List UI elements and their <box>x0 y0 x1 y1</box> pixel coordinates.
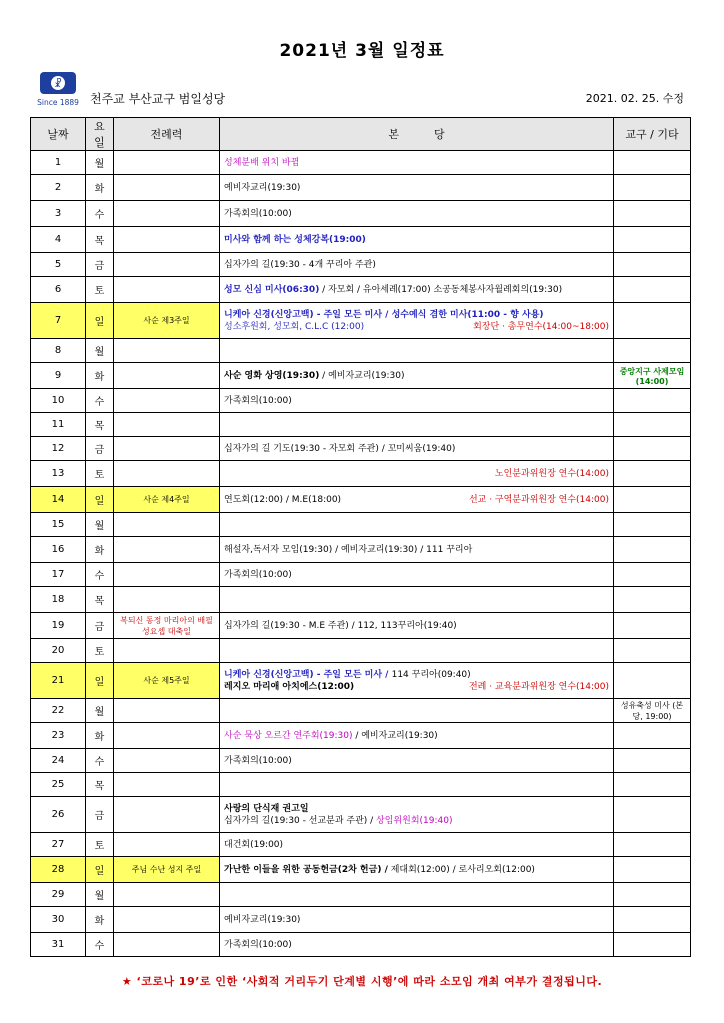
event-line <box>224 321 609 333</box>
other-cell <box>614 413 691 437</box>
other-cell <box>614 907 691 933</box>
weekday-cell: 토 <box>86 277 114 303</box>
event-text: 가족회의(10:00) <box>224 395 292 406</box>
table-row <box>31 833 691 857</box>
other-cell <box>614 613 691 639</box>
liturgy-cell <box>114 749 220 773</box>
parish-name: 천주교 부산교구 범일성당 <box>90 92 226 106</box>
table-row <box>31 857 691 883</box>
day-cell: 6 <box>31 277 86 303</box>
weekday-cell: 수 <box>86 749 114 773</box>
event-text: 가족회의(10:00) <box>224 569 292 580</box>
other-cell <box>614 339 691 363</box>
page-title: 2021년 3월 일정표 <box>279 41 445 61</box>
other-cell <box>614 253 691 277</box>
table-row <box>31 663 691 699</box>
other-cell: 성유축성 미사 (본당, 19:00) <box>614 699 691 723</box>
event-text: 십자가의 길(19:30 - M.E 주관) / 112, 113꾸리아(19:40) <box>224 620 457 631</box>
other-cell <box>614 513 691 537</box>
main-cell <box>220 639 614 663</box>
weekday-cell: 목 <box>86 773 114 797</box>
day-cell: 16 <box>31 537 86 563</box>
weekday-cell: 수 <box>86 201 114 227</box>
other-cell <box>614 857 691 883</box>
liturgy-cell <box>114 389 220 413</box>
event-text: 해설자,독서자 모임(19:30) / 예비자교리(19:30) / 111 꾸리아 <box>224 544 473 555</box>
header-day: 날짜 <box>31 118 86 151</box>
liturgy-cell: 사순 제3주일 <box>114 303 220 339</box>
event-line <box>224 443 609 455</box>
day-cell: 9 <box>31 363 86 389</box>
day-cell: 15 <box>31 513 86 537</box>
header-main: 본 당 <box>220 118 614 151</box>
event-text: 가족회의(10:00) <box>224 208 292 219</box>
other-cell <box>614 487 691 513</box>
liturgy-cell: 주님 수난 성지 주일 <box>114 857 220 883</box>
liturgy-cell <box>114 339 220 363</box>
main-cell <box>220 933 614 957</box>
main-cell <box>220 699 614 723</box>
table-row <box>31 563 691 587</box>
table-row <box>31 389 691 413</box>
table-row <box>31 907 691 933</box>
weekday-cell: 토 <box>86 833 114 857</box>
table-row <box>31 277 691 303</box>
event-text: / 예비자교리(19:30) <box>319 370 405 381</box>
other-cell <box>614 227 691 253</box>
liturgy-cell <box>114 227 220 253</box>
table-row <box>31 303 691 339</box>
main-cell <box>220 587 614 613</box>
event-line <box>224 395 609 407</box>
table-row <box>31 253 691 277</box>
weekday-cell: 수 <box>86 389 114 413</box>
weekday-cell: 토 <box>86 639 114 663</box>
day-cell: 24 <box>31 749 86 773</box>
main-cell <box>220 413 614 437</box>
table-row <box>31 749 691 773</box>
event-text: 예비자교리(19:30) <box>224 914 301 925</box>
liturgy-cell <box>114 699 220 723</box>
day-cell: 10 <box>31 389 86 413</box>
liturgy-cell <box>114 461 220 487</box>
day-cell: 4 <box>31 227 86 253</box>
weekday-cell: 금 <box>86 253 114 277</box>
table-row <box>31 537 691 563</box>
other-cell: 중앙지구 사제모임 (14:00) <box>614 363 691 389</box>
weekday-cell: 화 <box>86 907 114 933</box>
main-cell <box>220 513 614 537</box>
other-cell <box>614 563 691 587</box>
day-cell: 2 <box>31 175 86 201</box>
event-line <box>224 569 609 581</box>
main-cell <box>220 857 614 883</box>
header-weekday: 요일 <box>86 118 114 151</box>
svg-text:☧: ☧ <box>54 79 62 90</box>
other-cell <box>614 639 691 663</box>
event-text: 대건회(19:00) <box>224 839 284 850</box>
main-cell <box>220 907 614 933</box>
liturgy-cell <box>114 437 220 461</box>
event-text: 제대회(12:00) / 로사리오회(12:00) <box>387 864 535 875</box>
liturgy-cell <box>114 363 220 389</box>
other-cell <box>614 587 691 613</box>
table-row <box>31 201 691 227</box>
event-line <box>224 939 609 951</box>
event-text: 노인분과위원장 연수(14:00) <box>494 468 609 479</box>
day-cell: 13 <box>31 461 86 487</box>
event-line <box>224 182 609 194</box>
header-other: 교구 / 기타 <box>614 118 691 151</box>
other-cell <box>614 749 691 773</box>
table-row <box>31 723 691 749</box>
weekday-cell: 금 <box>86 797 114 833</box>
main-cell <box>220 389 614 413</box>
table-row <box>31 613 691 639</box>
weekday-cell: 월 <box>86 513 114 537</box>
day-cell: 7 <box>31 303 86 339</box>
weekday-cell: 목 <box>86 413 114 437</box>
main-cell <box>220 749 614 773</box>
weekday-cell: 금 <box>86 437 114 461</box>
day-cell: 21 <box>31 663 86 699</box>
event-line <box>224 309 609 321</box>
event-text: 회장단 · 총무연수(14:00~18:00) <box>473 321 609 332</box>
day-cell: 27 <box>31 833 86 857</box>
event-line <box>224 620 609 632</box>
event-text: / 예비자교리(19:30) <box>352 730 438 741</box>
event-text: 선교 · 구역분과위원장 연수(14:00) <box>468 494 609 505</box>
event-text: 가난한 이들을 위한 공동헌금(2차 헌금) / <box>224 864 388 875</box>
event-text: 예비자교리(19:30) <box>224 182 301 193</box>
liturgy-cell: 사순 제5주일 <box>114 663 220 699</box>
event-text: 사순 영화 상영(19:30) <box>224 370 320 381</box>
table-row <box>31 513 691 537</box>
liturgy-cell: 사순 제4주일 <box>114 487 220 513</box>
other-cell <box>614 833 691 857</box>
day-cell: 28 <box>31 857 86 883</box>
main-cell <box>220 613 614 639</box>
weekday-cell: 일 <box>86 663 114 699</box>
table-row <box>31 487 691 513</box>
other-cell <box>614 663 691 699</box>
weekday-cell: 화 <box>86 537 114 563</box>
day-cell: 11 <box>31 413 86 437</box>
day-cell: 17 <box>31 563 86 587</box>
table-row <box>31 461 691 487</box>
liturgy-cell <box>114 907 220 933</box>
main-cell <box>220 883 614 907</box>
day-cell: 1 <box>31 151 86 175</box>
other-cell <box>614 797 691 833</box>
other-cell <box>614 201 691 227</box>
weekday-cell: 일 <box>86 303 114 339</box>
event-line <box>224 803 609 815</box>
event-text: 레지오 마리애 아치에스(12:00) <box>224 681 355 692</box>
event-line <box>224 669 609 681</box>
liturgy-cell <box>114 833 220 857</box>
liturgy-cell <box>114 253 220 277</box>
event-line <box>224 234 609 246</box>
weekday-cell: 수 <box>86 563 114 587</box>
table-row <box>31 639 691 663</box>
weekday-cell: 토 <box>86 461 114 487</box>
liturgy-cell <box>114 537 220 563</box>
table-header <box>31 118 691 151</box>
main-cell <box>220 773 614 797</box>
main-cell <box>220 175 614 201</box>
main-cell <box>220 537 614 563</box>
event-text: 가족회의(10:00) <box>224 939 292 950</box>
liturgy-cell <box>114 513 220 537</box>
event-text: / 자모회 / 유아세례(17:00) 소공동체봉사자월례회의(19:30) <box>319 284 563 295</box>
event-text: 미사와 함께 하는 성체강복(19:00) <box>224 234 366 245</box>
liturgy-cell <box>114 563 220 587</box>
day-cell: 3 <box>31 201 86 227</box>
day-cell: 29 <box>31 883 86 907</box>
main-cell <box>220 723 614 749</box>
event-line <box>224 494 609 506</box>
main-cell <box>220 797 614 833</box>
other-cell <box>614 723 691 749</box>
table-row <box>31 363 691 389</box>
event-text: 십자가의 길 기도(19:30 - 자모회 주관) / 꼬미씨움(19:40) <box>224 443 456 454</box>
day-cell: 8 <box>31 339 86 363</box>
main-cell <box>220 277 614 303</box>
day-cell: 30 <box>31 907 86 933</box>
day-cell: 22 <box>31 699 86 723</box>
event-line <box>224 259 609 271</box>
day-cell: 25 <box>31 773 86 797</box>
table-row <box>31 151 691 175</box>
table-row <box>31 797 691 833</box>
header-liturgy: 전례력 <box>114 118 220 151</box>
event-text: 성소후원회, 성모회, C.L.C (12:00) <box>224 321 365 332</box>
svg-text:Since 1889: Since 1889 <box>37 98 79 107</box>
weekday-cell: 화 <box>86 175 114 201</box>
event-line <box>224 864 609 876</box>
event-text: 전례 · 교육분과위원장 연수(14:00) <box>468 681 609 692</box>
weekday-cell: 금 <box>86 613 114 639</box>
weekday-cell: 화 <box>86 723 114 749</box>
main-cell <box>220 563 614 587</box>
main-cell <box>220 461 614 487</box>
weekday-cell: 월 <box>86 699 114 723</box>
table-row <box>31 587 691 613</box>
other-cell <box>614 175 691 201</box>
event-line <box>224 370 609 382</box>
other-cell <box>614 773 691 797</box>
weekday-cell: 화 <box>86 363 114 389</box>
event-line <box>224 730 609 742</box>
event-line <box>224 157 609 169</box>
table-row <box>31 883 691 907</box>
other-cell <box>614 389 691 413</box>
liturgy-cell <box>114 587 220 613</box>
table-row <box>31 437 691 461</box>
schedule-table <box>30 117 691 957</box>
main-cell <box>220 227 614 253</box>
liturgy-cell: 복되신 동정 마리아의 배필 성요셉 대축일 <box>114 613 220 639</box>
event-text: 십자가의 길(19:30 - 선교분과 주관) / <box>224 815 377 826</box>
day-cell: 19 <box>31 613 86 639</box>
other-cell <box>614 461 691 487</box>
table-row <box>31 175 691 201</box>
day-cell: 26 <box>31 797 86 833</box>
other-cell <box>614 437 691 461</box>
table-row <box>31 339 691 363</box>
liturgy-cell <box>114 723 220 749</box>
table-row <box>31 227 691 253</box>
liturgy-cell <box>114 773 220 797</box>
liturgy-cell <box>114 201 220 227</box>
main-cell <box>220 253 614 277</box>
other-cell <box>614 277 691 303</box>
event-text: 성체분배 위치 바뀜 <box>224 157 300 168</box>
event-text: 성모 신심 미사(06:30) <box>224 284 320 295</box>
day-cell: 12 <box>31 437 86 461</box>
event-line <box>224 681 609 693</box>
main-cell <box>220 303 614 339</box>
parish-logo <box>34 70 82 108</box>
main-cell <box>220 201 614 227</box>
event-text: 연도회(12:00) / M.E(18:00) <box>224 494 342 505</box>
event-text: 사순 묵상 오르간 연주회(19:30) <box>224 730 353 741</box>
day-cell: 23 <box>31 723 86 749</box>
event-line <box>224 755 609 767</box>
weekday-cell: 일 <box>86 487 114 513</box>
weekday-cell: 월 <box>86 339 114 363</box>
liturgy-cell <box>114 883 220 907</box>
event-text: 114 꾸리아(09:40) <box>391 669 471 680</box>
table-row <box>31 413 691 437</box>
weekday-cell: 수 <box>86 933 114 957</box>
main-cell <box>220 363 614 389</box>
event-line <box>224 208 609 220</box>
other-cell <box>614 151 691 175</box>
day-cell: 18 <box>31 587 86 613</box>
liturgy-cell <box>114 797 220 833</box>
other-cell <box>614 303 691 339</box>
event-line <box>224 284 609 296</box>
liturgy-cell <box>114 151 220 175</box>
weekday-cell: 일 <box>86 857 114 883</box>
event-text: 사랑의 단식재 권고일 <box>224 803 309 814</box>
table-row <box>31 933 691 957</box>
weekday-cell: 월 <box>86 883 114 907</box>
event-text: 니케아 신경(신앙고백) - 주일 모든 미사 / 성수예식 겸한 미사(11:00 - 향 사용) <box>224 309 544 320</box>
other-cell <box>614 933 691 957</box>
event-text: 가족회의(10:00) <box>224 755 292 766</box>
main-cell <box>220 487 614 513</box>
event-text: 상임위원회(19:40) <box>376 815 453 826</box>
liturgy-cell <box>114 413 220 437</box>
event-text: 니케아 신경(신앙고백) - 주일 모든 미사 / <box>224 669 392 680</box>
weekday-cell: 월 <box>86 151 114 175</box>
day-cell: 5 <box>31 253 86 277</box>
main-cell <box>220 151 614 175</box>
other-cell <box>614 537 691 563</box>
other-cell <box>614 883 691 907</box>
main-cell <box>220 437 614 461</box>
event-line <box>224 914 609 926</box>
day-cell: 20 <box>31 639 86 663</box>
weekday-cell: 목 <box>86 587 114 613</box>
main-cell <box>220 663 614 699</box>
day-cell: 14 <box>31 487 86 513</box>
event-line <box>224 839 609 851</box>
event-line <box>224 815 609 827</box>
main-cell <box>220 833 614 857</box>
table-row <box>31 699 691 723</box>
main-cell <box>220 339 614 363</box>
liturgy-cell <box>114 277 220 303</box>
revision-date: 2021. 02. 25. 수정 <box>585 92 684 105</box>
liturgy-cell <box>114 175 220 201</box>
liturgy-cell <box>114 639 220 663</box>
day-cell: 31 <box>31 933 86 957</box>
event-line <box>224 544 609 556</box>
table-row <box>31 773 691 797</box>
liturgy-cell <box>114 933 220 957</box>
event-text: 십자가의 길(19:30 - 4개 꾸리아 주관) <box>224 259 376 270</box>
weekday-cell: 목 <box>86 227 114 253</box>
notice: ★ ‘코로나 19’로 인한 ‘사회적 거리두기 단계별 시행’에 따라 소모임 개최 여부가 결정됩니다. <box>121 975 603 988</box>
